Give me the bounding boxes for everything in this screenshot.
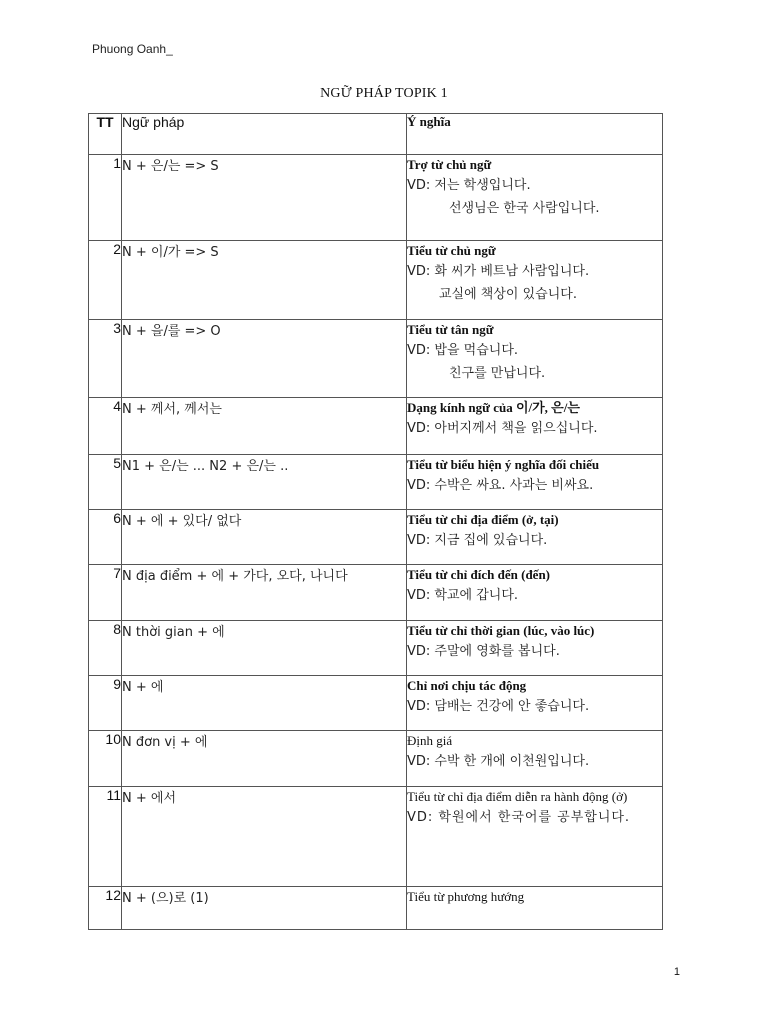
column-header-tt: TT — [89, 114, 122, 155]
meaning-label: Tiểu từ chỉ địa điểm (ở, tại) — [407, 512, 559, 527]
example-sentence: VD: 주말에 영화를 봅니다. — [407, 644, 560, 659]
row-number: 11 — [89, 787, 122, 887]
example-sentence: VD: 아버지께서 책을 읽으십니다. — [407, 421, 598, 436]
meaning-cell — [407, 455, 663, 510]
document-title: NGỮ PHÁP TOPIK 1 — [320, 86, 448, 101]
table-row — [89, 887, 663, 930]
row-number: 7 — [89, 565, 122, 621]
meaning-label: Tiểu từ chủ ngữ — [407, 243, 496, 258]
grammar-pattern: N địa điểm + 에 + 가다, 오다, 나니다 — [122, 565, 407, 621]
meaning-label: Tiểu từ chỉ đích đến (đến) — [407, 567, 550, 582]
meaning-label: Tiểu từ chỉ thời gian (lúc, vào lúc) — [407, 623, 595, 638]
row-number: 1 — [89, 155, 122, 241]
example-sentence: VD: 담배는 건강에 안 좋습니다. — [407, 699, 590, 714]
grammar-pattern: N + 에 — [122, 676, 407, 731]
row-number: 2 — [89, 241, 122, 320]
table-row — [89, 241, 663, 320]
table-row — [89, 320, 663, 398]
meaning-cell — [407, 565, 663, 621]
meaning-label: Tiểu từ biểu hiện ý nghĩa đối chiếu — [407, 457, 600, 472]
row-number: 10 — [89, 731, 122, 787]
meaning-cell — [407, 320, 663, 398]
table-row — [89, 455, 663, 510]
meaning-label: Chỉ nơi chịu tác động — [407, 678, 527, 693]
table-row — [89, 398, 663, 455]
row-number: 3 — [89, 320, 122, 398]
grammar-pattern: N1 + 은/는 ... N2 + 은/는 .. — [122, 455, 407, 510]
example-sentence: VD: 학원에서 한국어를 공부합니다. — [407, 810, 631, 825]
example-sentence: VD: 밥을 먹습니다. — [407, 343, 519, 358]
grammar-pattern: N + 에 + 있다/ 없다 — [122, 510, 407, 565]
grammar-table — [88, 113, 663, 930]
meaning-cell — [407, 731, 663, 787]
row-number: 5 — [89, 455, 122, 510]
meaning-cell — [407, 676, 663, 731]
meaning-cell — [407, 787, 663, 887]
meaning-label: Tiểu từ chỉ địa điểm diễn ra hành động (ở) — [407, 789, 628, 804]
table-row — [89, 787, 663, 887]
row-number: 9 — [89, 676, 122, 731]
column-header-grammar: Ngữ pháp — [122, 114, 407, 155]
table-row — [89, 621, 663, 676]
row-number: 8 — [89, 621, 122, 676]
meaning-cell — [407, 155, 663, 241]
meaning-label: Định giá — [407, 733, 453, 748]
meaning-label: Dạng kính ngữ của 이/가, 은/는 — [407, 400, 580, 415]
grammar-pattern: N thời gian + 에 — [122, 621, 407, 676]
meaning-cell — [407, 621, 663, 676]
example-sentence: 친구를 만납니다. — [449, 366, 546, 381]
example-sentence: VD: 수박은 싸요. 사과는 비싸요. — [407, 478, 594, 493]
row-number: 4 — [89, 398, 122, 455]
example-sentence: VD: 수박 한 개에 이천원입니다. — [407, 754, 590, 769]
grammar-pattern: N + 을/를 => O — [122, 320, 407, 398]
grammar-pattern: N + 이/가 => S — [122, 241, 407, 320]
grammar-pattern: N + 은/는 => S — [122, 155, 407, 241]
meaning-label: Trợ từ chủ ngữ — [407, 157, 492, 172]
meaning-label: Tiểu từ phương hướng — [407, 889, 525, 904]
page-number: 1 — [673, 966, 680, 978]
grammar-pattern: N + 께서, 께서는 — [122, 398, 407, 455]
grammar-pattern: N + 에서 — [122, 787, 407, 887]
table-row — [89, 155, 663, 241]
example-sentence: 선생님은 한국 사람입니다. — [449, 201, 600, 216]
grammar-pattern: N đơn vị + 에 — [122, 731, 407, 787]
row-number: 6 — [89, 510, 122, 565]
author-name: Phuong Oanh_ — [92, 42, 173, 56]
table-row — [89, 676, 663, 731]
example-sentence: VD: 화 씨가 베트남 사람입니다. — [407, 264, 590, 279]
example-sentence: VD: 지금 집에 있습니다. — [407, 533, 548, 548]
meaning-cell — [407, 241, 663, 320]
example-sentence: 교실에 책상이 있습니다. — [439, 287, 577, 302]
example-sentence: VD: 저는 학생입니다. — [407, 178, 531, 193]
table-row — [89, 510, 663, 565]
meaning-label: Tiểu từ tân ngữ — [407, 322, 494, 337]
row-number: 12 — [89, 887, 122, 930]
table-row — [89, 565, 663, 621]
grammar-pattern: N + (으)로 (1) — [122, 887, 407, 930]
table-header-row — [89, 114, 663, 155]
meaning-cell — [407, 887, 663, 930]
example-sentence: VD: 학교에 갑니다. — [407, 588, 519, 603]
table-row — [89, 731, 663, 787]
meaning-cell — [407, 398, 663, 455]
column-header-meaning: Ý nghĩa — [407, 114, 663, 155]
meaning-cell — [407, 510, 663, 565]
